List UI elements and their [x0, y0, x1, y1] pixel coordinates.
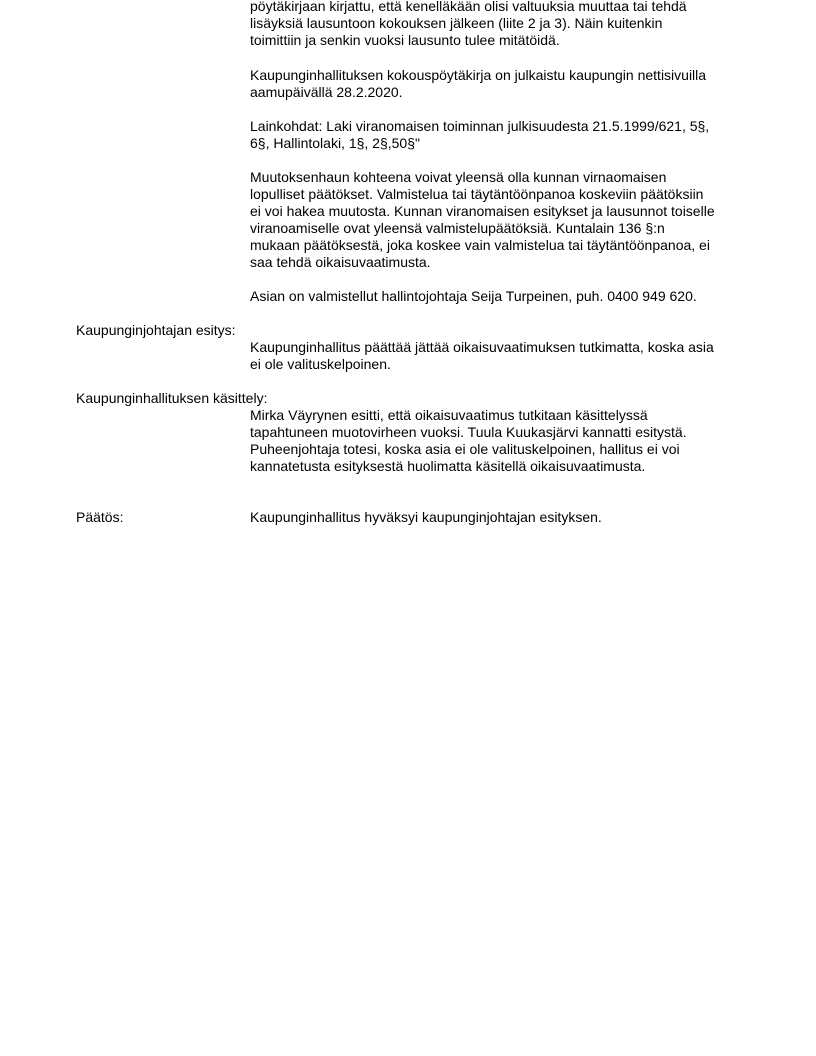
decision-label: Päätös: — [76, 509, 124, 525]
proposal-label: Kaupunginjohtajan esitys: — [76, 322, 236, 338]
proposal-text: Kaupunginhallitus päättää jättää oikaisuvaatimuksen tutkimatta, koska asia ei ole valituskelpoinen. — [250, 339, 714, 372]
handling-label: Kaupunginhallituksen käsittely: — [76, 390, 268, 406]
paragraph-prepared-by: Asian on valmistellut hallintojohtaja Seija Turpeinen, puh. 0400 949 620. — [250, 288, 697, 304]
handling-text: Mirka Väyrynen esitti, että oikaisuvaatimus tutkitaan käsittelyssä tapahtuneen muotovirheen vuoksi. Tuula Kuukasjärvi kannatti esitystä. Puheenjohtaja totesi, koska asia ei ole valituskelpoinen, hallitus ei voi kannatetusta esityksestä huolimatta käsitellä oikaisuvaatimusta. — [250, 407, 687, 474]
paragraph-appeal-rules: Muutoksenhaun kohteena voivat yleensä olla kunnan virnaomaisen lopulliset päätökset. Valmistelua tai täytäntöönpanoa koskeviin päätöksiin ei voi hakea muutosta. Kunnan viranomaisen esitykset ja lausunnot toiselle viranoamiselle ovat yleensä valmistelupäätöksiä. Kuntalain 136 §:n mukaan päätöksestä, joka koskee vain valmistelua tai täytäntöönpanoa, ei saa tehdä oikaisuvaatimusta. — [250, 169, 715, 270]
paragraph-legal-references: Lainkohdat: Laki viranomaisen toiminnan julkisuudesta 21.5.1999/621, 5§, 6§, Hallintolaki, 1§, 2§,50§" — [250, 118, 710, 151]
decision-text: Kaupunginhallitus hyväksyi kaupunginjohtajan esityksen. — [250, 509, 602, 525]
paragraph-minutes-published: Kaupunginhallituksen kokouspöytäkirja on julkaistu kaupungin nettisivuilla aamupäivällä 28.2.2020. — [250, 67, 707, 100]
paragraph-statement-invalidation: pöytäkirjaan kirjattu, että kenelläkään olisi valtuuksia muuttaa tai tehdä lisäyksiä lausuntoon kokouksen jälkeen (liite 2 ja 3). Näin kuitenkin toimittiin ja senkin vuoksi lausunto tulee mitätöidä. — [250, 0, 687, 48]
